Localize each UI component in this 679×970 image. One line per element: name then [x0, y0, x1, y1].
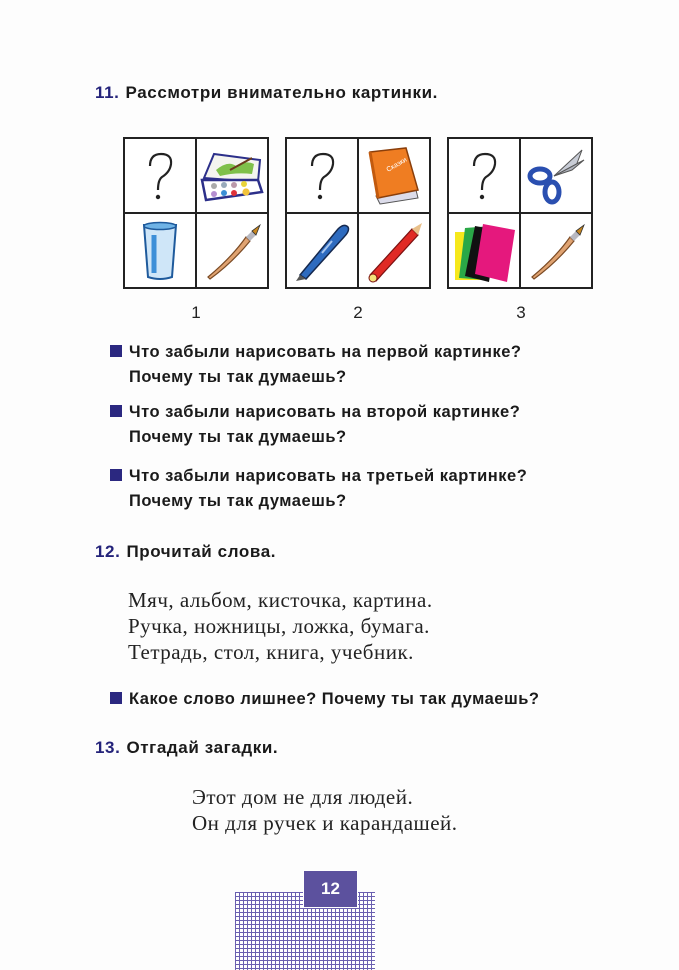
riddle-line: Этот дом не для людей. [192, 785, 414, 809]
picture-grid-3 [447, 137, 593, 289]
bullet-square-icon [110, 405, 122, 417]
scissors-icon [526, 146, 586, 206]
question-mark-icon [302, 150, 342, 202]
question-mark-icon [140, 150, 180, 202]
picture-label-1: 1 [191, 303, 201, 322]
bullet-square-icon [110, 469, 122, 481]
picture-cell [286, 138, 358, 213]
picture-grid-1 [123, 137, 269, 289]
task-12-heading [95, 542, 276, 562]
pencil-icon [364, 219, 424, 283]
pen-icon [292, 219, 352, 283]
task-11-heading [95, 83, 438, 103]
picture-cell [196, 213, 268, 288]
word-line: Тетрадь, стол, книга, учебник. [128, 640, 414, 664]
picture-cell [196, 138, 268, 213]
paintbrush-icon [202, 221, 262, 281]
word-list [128, 587, 433, 665]
picture-label-2: 2 [353, 303, 363, 322]
word-line: Ручка, ножницы, ложка, бумага. [128, 614, 430, 638]
question-mark-icon [464, 150, 504, 202]
picture-cell [520, 213, 592, 288]
question-odd-word: Какое слово лишнее? Почему ты так думаешь? [110, 687, 539, 712]
picture-grid-2 [285, 137, 431, 289]
riddle-line: Он для ручек и карандашей. [192, 811, 458, 835]
svg-text:Сказки: Сказки [385, 156, 409, 174]
colored-paper-icon [451, 218, 517, 284]
picture-cell [124, 213, 196, 288]
task-13-heading [95, 738, 278, 758]
bullet-square-icon [110, 692, 122, 704]
task-number: 11. [95, 83, 120, 102]
riddle [192, 784, 458, 836]
question-3: Что забыли нарисовать на третьей картинке? Почему ты так думаешь? [110, 464, 527, 514]
glass-of-water-icon [140, 219, 180, 283]
picture-cell [124, 138, 196, 213]
picture-cell [358, 213, 430, 288]
picture-cell [286, 213, 358, 288]
task-number: 12. [95, 542, 121, 561]
picture-label-3: 3 [516, 303, 526, 322]
question-1: Что забыли нарисовать на первой картинке? Почему ты так думаешь? [110, 340, 521, 390]
picture-cell [358, 138, 430, 213]
task-title: Отгадай загадки. [126, 738, 279, 757]
bullet-square-icon [110, 345, 122, 357]
task-title: Прочитай слова. [126, 542, 277, 561]
question-2: Что забыли нарисовать на второй картинке? Почему ты так думаешь? [110, 400, 520, 450]
task-number: 13. [95, 738, 121, 757]
picture-cell [448, 213, 520, 288]
book-icon [366, 146, 422, 206]
page-number: 12 [303, 870, 358, 908]
picture-cell [520, 138, 592, 213]
paintbrush-icon [526, 221, 586, 281]
watercolor-paints-icon [200, 148, 264, 204]
task-title: Рассмотри внимательно картинки. [125, 83, 439, 102]
picture-cell [448, 138, 520, 213]
word-line: Мяч, альбом, кисточка, картина. [128, 588, 433, 612]
